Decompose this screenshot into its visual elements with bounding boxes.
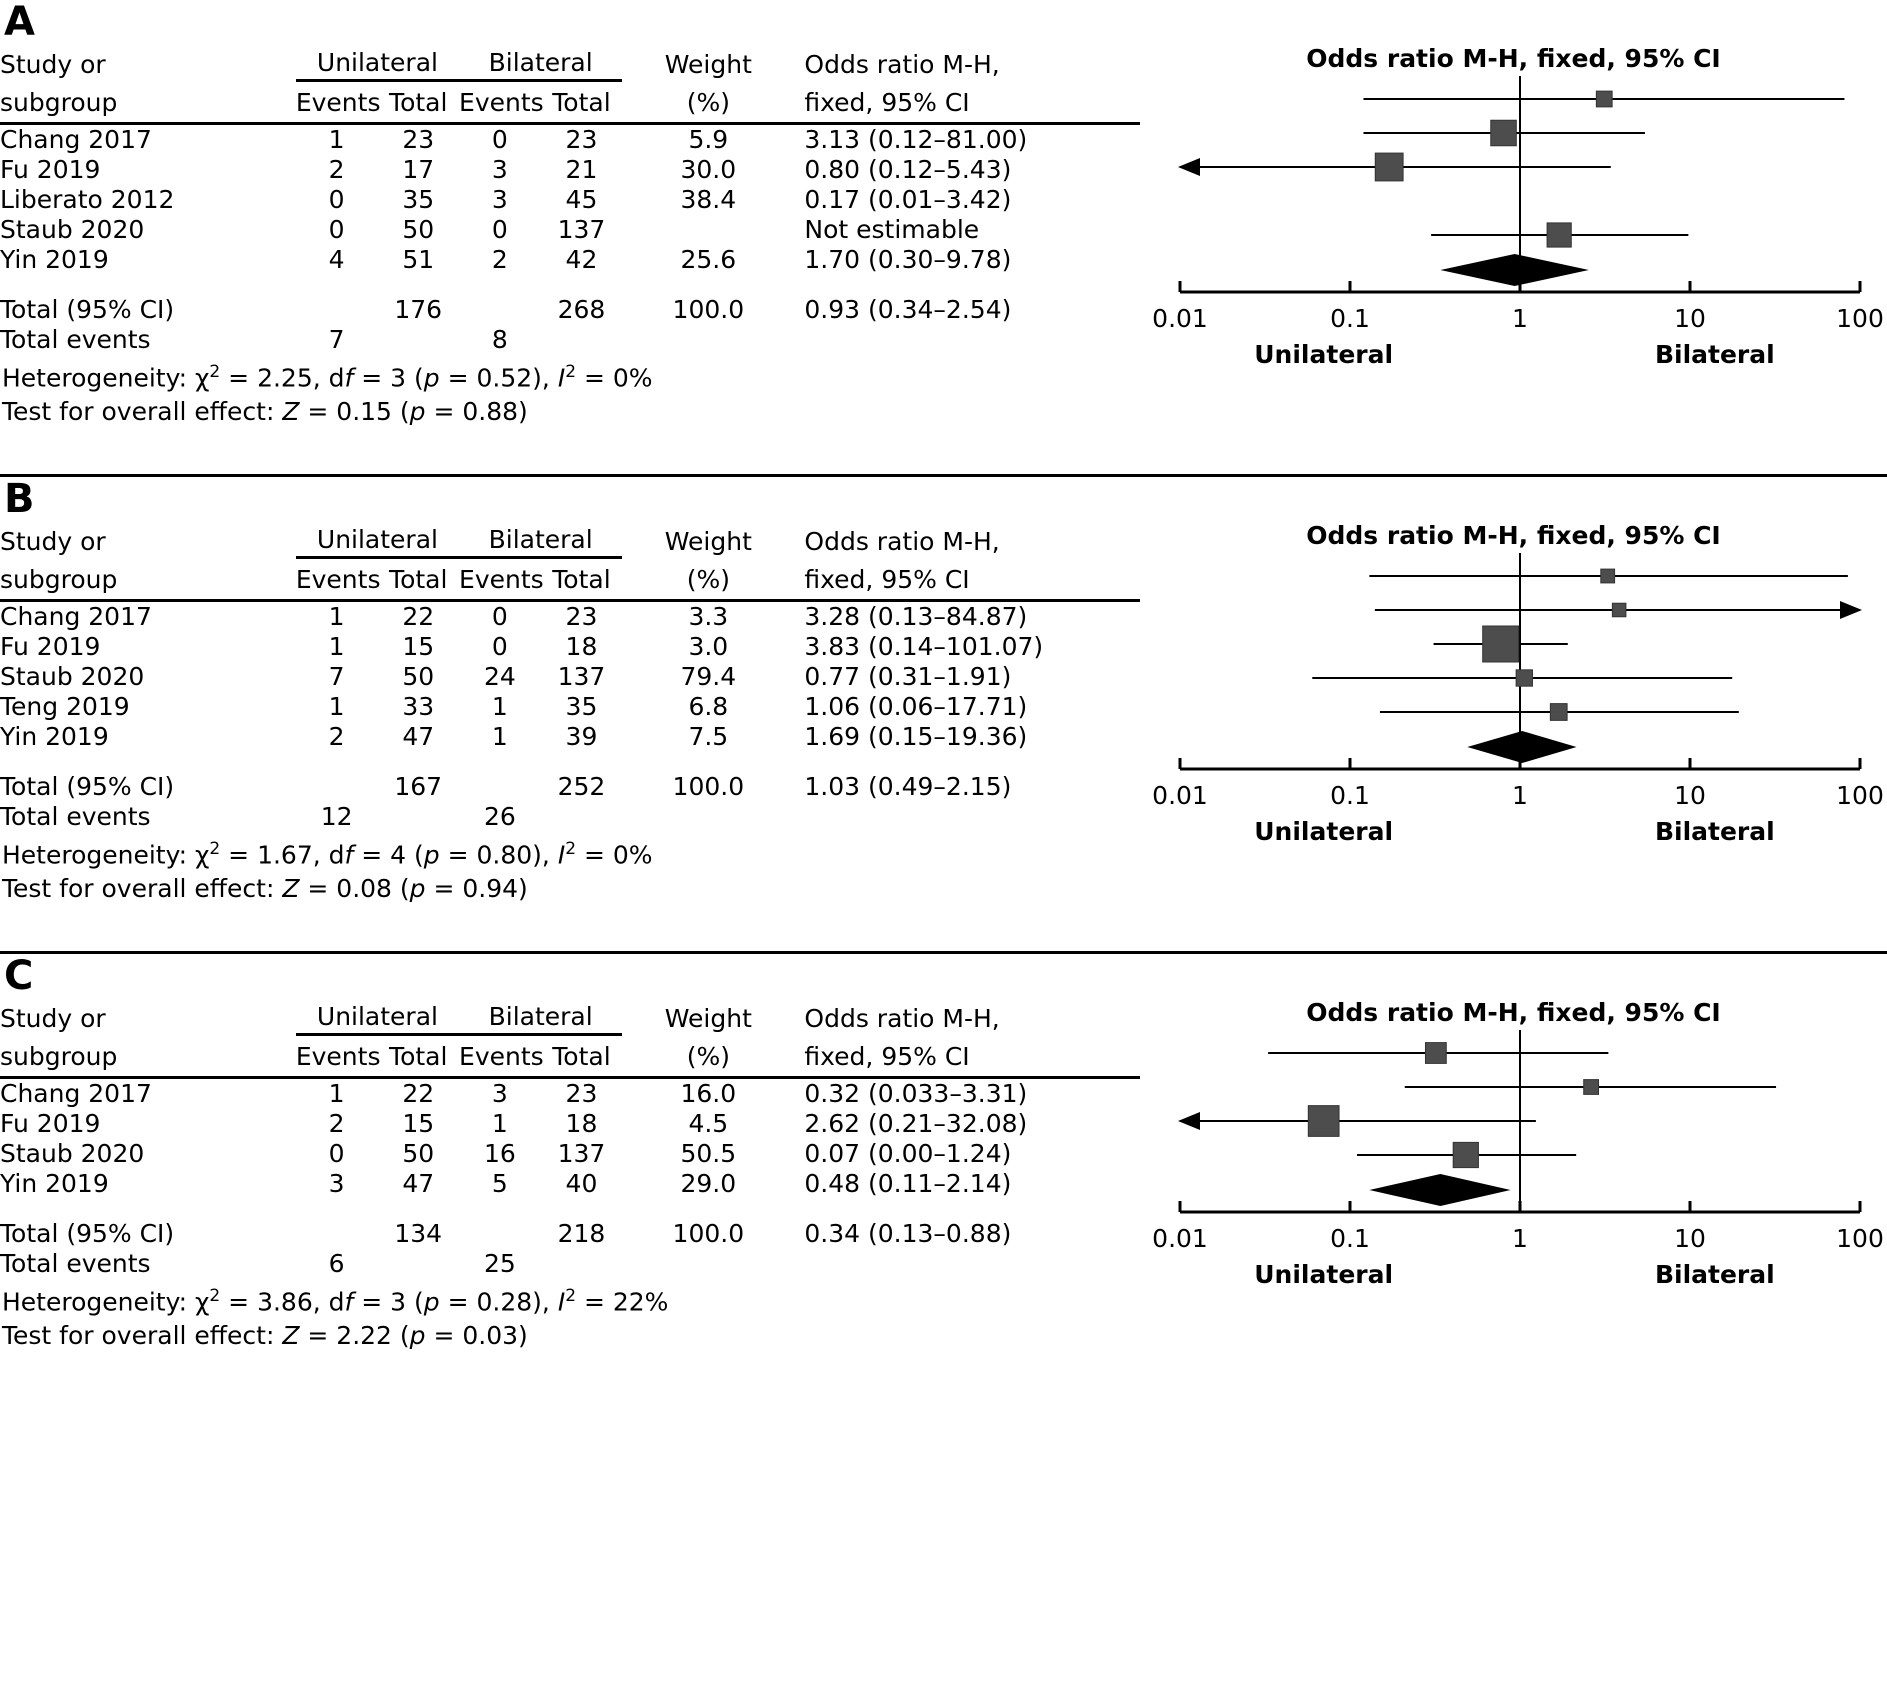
meta-analysis-table (0, 998, 1140, 1279)
plot-area (1140, 44, 1887, 429)
axis-tick: 1 (1512, 781, 1528, 810)
panel-letter: A (4, 0, 35, 45)
total-events-unilateral: 6 (328, 1249, 345, 1278)
odds-ratio-ci: 3.28 (0.13–84.87) (804, 602, 1028, 631)
study-name: Teng 2019 (0, 692, 130, 721)
events-bilateral: 1 (491, 722, 508, 751)
events-bilateral: 0 (491, 125, 508, 154)
odds-ratio-ci: 0.80 (0.12–5.43) (804, 155, 1012, 184)
header-group-unilateral: Unilateral (296, 521, 459, 557)
weight-value: 6.8 (688, 692, 729, 721)
total-row (0, 772, 1140, 802)
header-study-line2: subgroup (0, 1042, 118, 1071)
total-bilateral: 21 (565, 155, 598, 184)
total-odds-ratio-ci: 0.93 (0.34–2.54) (804, 295, 1012, 324)
header-events-bilateral: Events (459, 565, 544, 594)
study-name: Staub 2020 (0, 662, 145, 691)
favors-left-label: Unilateral (1254, 340, 1394, 369)
total-odds-ratio-ci: 0.34 (0.13–0.88) (804, 1219, 1012, 1248)
table-row (0, 1078, 1140, 1110)
header-weight-line1: Weight (664, 527, 752, 556)
events-unilateral: 2 (328, 1109, 345, 1138)
summary-diamond (1369, 1174, 1510, 1206)
header-study-line2: subgroup (0, 565, 118, 594)
ci-arrow-right (1840, 601, 1862, 619)
study-name: Fu 2019 (0, 1109, 101, 1138)
total-events-bilateral: 26 (483, 802, 516, 831)
events-bilateral: 1 (491, 1109, 508, 1138)
study-name: Yin 2019 (0, 1169, 109, 1198)
row-spacer (0, 1199, 1140, 1219)
summary-diamond (1467, 731, 1576, 763)
weight-value: 50.5 (680, 1139, 737, 1168)
row-spacer (0, 752, 1140, 772)
axis-tick: 0.1 (1330, 1224, 1370, 1253)
header-weight-line2: (%) (686, 1042, 730, 1071)
events-unilateral: 7 (328, 662, 345, 691)
weight-value: 3.3 (688, 602, 729, 631)
total-weight: 100.0 (672, 772, 745, 801)
meta-analysis-table (0, 521, 1140, 832)
odds-ratio-ci: 0.07 (0.00–1.24) (804, 1139, 1012, 1168)
events-unilateral: 0 (328, 1139, 345, 1168)
weight-value: 4.5 (688, 1109, 729, 1138)
header-group-bilateral: Bilateral (459, 44, 622, 80)
total-label: Total (95% CI) (0, 772, 175, 801)
ci-arrow-left (1178, 1112, 1200, 1130)
study-name: Chang 2017 (0, 602, 152, 631)
meta-analysis-table (0, 44, 1140, 355)
axis-tick: 10 (1674, 304, 1706, 333)
total-events-unilateral: 7 (328, 325, 345, 354)
header-or-line1: Odds ratio M-H, (804, 1004, 1000, 1033)
axis-tick: 0.1 (1330, 781, 1370, 810)
effect-marker (1601, 569, 1615, 583)
events-unilateral: 2 (328, 722, 345, 751)
total-row (0, 295, 1140, 325)
favors-right-label: Bilateral (1654, 340, 1775, 369)
axis-direction-labels (1140, 817, 1887, 851)
plot-area (1140, 521, 1887, 906)
total-unilateral: 22 (402, 1079, 435, 1108)
row-spacer (0, 275, 1140, 295)
header-weight-line1: Weight (664, 50, 752, 79)
weight-value: 30.0 (680, 155, 737, 184)
study-name: Yin 2019 (0, 245, 109, 274)
table-row (0, 245, 1140, 275)
odds-ratio-ci: 3.13 (0.12–81.00) (804, 125, 1028, 154)
panel-c (0, 954, 1887, 1394)
events-bilateral: 3 (491, 155, 508, 184)
total-unilateral: 35 (402, 185, 435, 214)
header-total-bilateral: Total (552, 1042, 611, 1071)
events-bilateral: 16 (483, 1139, 516, 1168)
axis-direction-labels (1140, 340, 1887, 374)
weight-value: 38.4 (680, 185, 737, 214)
axis-tick: 10 (1674, 1224, 1706, 1253)
total-bilateral: 40 (565, 1169, 598, 1198)
panel-b (0, 477, 1887, 951)
total-events-row (0, 802, 1140, 832)
total-unilateral-sum: 134 (394, 1219, 443, 1248)
overall-effect-text: Test for overall effect: Z = 0.08 (p = 0.94) (2, 874, 528, 904)
header-or-line1: Odds ratio M-H, (804, 50, 1000, 79)
effect-marker (1516, 670, 1532, 686)
axis-tick-labels (1140, 304, 1887, 340)
total-unilateral-sum: 167 (394, 772, 443, 801)
table-area (0, 521, 1140, 906)
total-unilateral: 15 (402, 632, 435, 661)
table-row (0, 662, 1140, 692)
header-total-unilateral: Total (389, 565, 448, 594)
study-name: Fu 2019 (0, 155, 101, 184)
effect-marker (1308, 1106, 1339, 1137)
total-bilateral: 137 (557, 662, 606, 691)
effect-marker (1584, 1080, 1599, 1095)
odds-ratio-ci: 0.17 (0.01–3.42) (804, 185, 1012, 214)
events-unilateral: 0 (328, 215, 345, 244)
odds-ratio-ci: 0.48 (0.11–2.14) (804, 1169, 1012, 1198)
weight-value: 16.0 (680, 1079, 737, 1108)
total-unilateral: 17 (402, 155, 435, 184)
header-study-line2: subgroup (0, 88, 118, 117)
weight-value: 3.0 (688, 632, 729, 661)
heterogeneity-text: Heterogeneity: $\chi^2 = 2.25$, df = 3 (p = 0.52), $I^2 = 0\%$ (2, 362, 653, 393)
table-row (0, 601, 1140, 633)
table-area (0, 998, 1140, 1353)
study-name: Chang 2017 (0, 1079, 152, 1108)
effect-marker (1612, 603, 1626, 617)
panel-a (0, 0, 1887, 474)
favors-right-label: Bilateral (1654, 1260, 1775, 1289)
weight-value: 7.5 (688, 722, 729, 751)
odds-ratio-ci: 1.70 (0.30–9.78) (804, 245, 1012, 274)
events-bilateral: 5 (491, 1169, 508, 1198)
total-row (0, 1219, 1140, 1249)
total-bilateral: 35 (565, 692, 598, 721)
table-row (0, 1139, 1140, 1169)
header-total-bilateral: Total (552, 88, 611, 117)
header-events-unilateral: Events (295, 1042, 381, 1071)
total-bilateral-sum: 252 (557, 772, 606, 801)
favors-right-label: Bilateral (1654, 817, 1775, 846)
heterogeneity-text: Heterogeneity: $\chi^2 = 3.86$, df = 3 (p = 0.28), $I^2 = 22\%$ (2, 1286, 669, 1317)
header-or-line1: Odds ratio M-H, (804, 527, 1000, 556)
summary-diamond (1440, 254, 1588, 286)
total-unilateral: 47 (402, 1169, 435, 1198)
effect-marker (1425, 1043, 1446, 1064)
header-group-unilateral: Unilateral (296, 998, 459, 1034)
study-name: Chang 2017 (0, 125, 152, 154)
events-unilateral: 1 (328, 632, 345, 661)
total-events-unilateral: 12 (320, 802, 353, 831)
axis-tick: 0.01 (1152, 781, 1208, 810)
total-unilateral: 50 (402, 662, 435, 691)
total-bilateral: 45 (565, 185, 598, 214)
header-or-line2: fixed, 95% CI (804, 1042, 970, 1071)
total-unilateral: 15 (402, 1109, 435, 1138)
heterogeneity-text: Heterogeneity: $\chi^2 = 1.67$, df = 4 (p = 0.80), $I^2 = 0\%$ (2, 839, 653, 870)
total-bilateral: 137 (557, 1139, 606, 1168)
total-events-row (0, 1249, 1140, 1279)
axis-tick: 1 (1512, 1224, 1528, 1253)
events-unilateral: 1 (328, 602, 345, 631)
header-or-line2: fixed, 95% CI (804, 565, 970, 594)
events-bilateral: 0 (491, 215, 508, 244)
panel-letter: B (4, 476, 35, 522)
total-bilateral: 39 (565, 722, 598, 751)
events-bilateral: 24 (483, 662, 516, 691)
table-row (0, 155, 1140, 185)
total-odds-ratio-ci: 1.03 (0.49–2.15) (804, 772, 1012, 801)
study-name: Liberato 2012 (0, 185, 175, 214)
header-total-bilateral: Total (552, 565, 611, 594)
axis-tick: 0.1 (1330, 304, 1370, 333)
total-weight: 100.0 (672, 295, 745, 324)
favors-left-label: Unilateral (1254, 1260, 1394, 1289)
header-study-line1: Study or (0, 1004, 106, 1033)
forest-plot-graphic (1140, 551, 1887, 781)
study-name: Yin 2019 (0, 722, 109, 751)
header-total-unilateral: Total (389, 88, 448, 117)
odds-ratio-ci: 1.06 (0.06–17.71) (804, 692, 1028, 721)
events-bilateral: 2 (491, 245, 508, 274)
total-bilateral: 23 (565, 1079, 598, 1108)
header-study-line1: Study or (0, 527, 106, 556)
effect-marker (1453, 1142, 1478, 1167)
total-unilateral: 23 (402, 125, 435, 154)
weight-value: 25.6 (680, 245, 737, 274)
header-weight-line1: Weight (664, 1004, 752, 1033)
table-row (0, 124, 1140, 156)
events-unilateral: 2 (328, 155, 345, 184)
header-group-bilateral: Bilateral (459, 521, 622, 557)
events-bilateral: 3 (491, 1079, 508, 1108)
weight-value: 5.9 (688, 125, 729, 154)
axis-tick: 100 (1836, 304, 1884, 333)
total-unilateral: 51 (402, 245, 435, 274)
total-bilateral-sum: 268 (557, 295, 606, 324)
axis-tick: 100 (1836, 1224, 1884, 1253)
plot-title: Odds ratio M-H, fixed, 95% CI (1306, 44, 1721, 73)
total-unilateral: 33 (402, 692, 435, 721)
header-events-bilateral: Events (459, 88, 544, 117)
axis-direction-labels (1140, 1260, 1887, 1294)
events-bilateral: 0 (491, 632, 508, 661)
odds-ratio-ci: 0.32 (0.033–3.31) (804, 1079, 1028, 1108)
header-weight-line2: (%) (686, 88, 730, 117)
study-name: Staub 2020 (0, 215, 145, 244)
header-total-unilateral: Total (389, 1042, 448, 1071)
plot-title: Odds ratio M-H, fixed, 95% CI (1306, 998, 1721, 1027)
header-events-unilateral: Events (295, 565, 381, 594)
events-bilateral: 1 (491, 692, 508, 721)
panel-letter: C (4, 953, 34, 999)
total-weight: 100.0 (672, 1219, 745, 1248)
plot-area (1140, 998, 1887, 1353)
forest-plot-graphic (1140, 74, 1887, 304)
total-label: Total (95% CI) (0, 295, 175, 324)
odds-ratio-ci: 3.83 (0.14–101.07) (804, 632, 1044, 661)
total-unilateral: 22 (402, 602, 435, 631)
total-events-bilateral: 25 (483, 1249, 516, 1278)
odds-ratio-ci: 1.69 (0.15–19.36) (804, 722, 1028, 751)
axis-tick-labels (1140, 781, 1887, 817)
overall-effect-text: Test for overall effect: Z = 2.22 (p = 0.03) (2, 1321, 528, 1351)
axis-tick: 1 (1512, 304, 1528, 333)
axis-tick: 0.01 (1152, 304, 1208, 333)
effect-marker (1547, 223, 1571, 247)
header-or-line2: fixed, 95% CI (804, 88, 970, 117)
total-bilateral: 18 (565, 1109, 598, 1138)
effect-marker (1483, 626, 1519, 662)
header-group-bilateral: Bilateral (459, 998, 622, 1034)
total-unilateral: 50 (402, 1139, 435, 1168)
table-row (0, 1169, 1140, 1199)
events-unilateral: 3 (328, 1169, 345, 1198)
axis-tick-labels (1140, 1224, 1887, 1260)
odds-ratio-ci: Not estimable (804, 215, 980, 244)
odds-ratio-ci: 0.77 (0.31–1.91) (804, 662, 1012, 691)
events-unilateral: 1 (328, 692, 345, 721)
forest-plot-graphic (1140, 1028, 1887, 1224)
total-unilateral-sum: 176 (394, 295, 443, 324)
events-bilateral: 3 (491, 185, 508, 214)
weight-value: 29.0 (680, 1169, 737, 1198)
effect-marker (1550, 704, 1567, 721)
table-row (0, 632, 1140, 662)
header-events-bilateral: Events (459, 1042, 544, 1071)
table-row (0, 692, 1140, 722)
axis-tick: 10 (1674, 781, 1706, 810)
overall-effect-text: Test for overall effect: Z = 0.15 (p = 0.88) (2, 397, 528, 427)
axis-tick: 0.01 (1152, 1224, 1208, 1253)
plot-title: Odds ratio M-H, fixed, 95% CI (1306, 521, 1721, 550)
effect-marker (1596, 91, 1612, 107)
header-weight-line2: (%) (686, 565, 730, 594)
header-study-line1: Study or (0, 50, 106, 79)
ci-arrow-left (1178, 158, 1200, 176)
favors-left-label: Unilateral (1254, 817, 1394, 846)
events-unilateral: 1 (328, 1079, 345, 1108)
study-name: Fu 2019 (0, 632, 101, 661)
effect-marker (1491, 120, 1517, 146)
total-events-label: Total events (0, 1249, 151, 1278)
total-events-label: Total events (0, 802, 151, 831)
effect-marker (1375, 153, 1403, 181)
total-bilateral: 18 (565, 632, 598, 661)
study-name: Staub 2020 (0, 1139, 145, 1168)
total-events-label: Total events (0, 325, 151, 354)
table-area (0, 44, 1140, 429)
total-events-row (0, 325, 1140, 355)
weight-value: 79.4 (680, 662, 737, 691)
weight-value (622, 215, 794, 245)
total-unilateral: 47 (402, 722, 435, 751)
total-unilateral: 50 (402, 215, 435, 244)
table-row (0, 215, 1140, 245)
header-events-unilateral: Events (295, 88, 381, 117)
header-group-unilateral: Unilateral (296, 44, 459, 80)
total-bilateral: 42 (565, 245, 598, 274)
events-bilateral: 0 (491, 602, 508, 631)
table-row (0, 1109, 1140, 1139)
axis-tick: 100 (1836, 781, 1884, 810)
events-unilateral: 0 (328, 185, 345, 214)
total-bilateral-sum: 218 (557, 1219, 606, 1248)
table-row (0, 185, 1140, 215)
total-label: Total (95% CI) (0, 1219, 175, 1248)
total-bilateral: 23 (565, 125, 598, 154)
events-unilateral: 1 (328, 125, 345, 154)
total-events-bilateral: 8 (491, 325, 508, 354)
events-unilateral: 4 (328, 245, 345, 274)
total-bilateral: 137 (557, 215, 606, 244)
table-row (0, 722, 1140, 752)
total-bilateral: 23 (565, 602, 598, 631)
odds-ratio-ci: 2.62 (0.21–32.08) (804, 1109, 1028, 1138)
